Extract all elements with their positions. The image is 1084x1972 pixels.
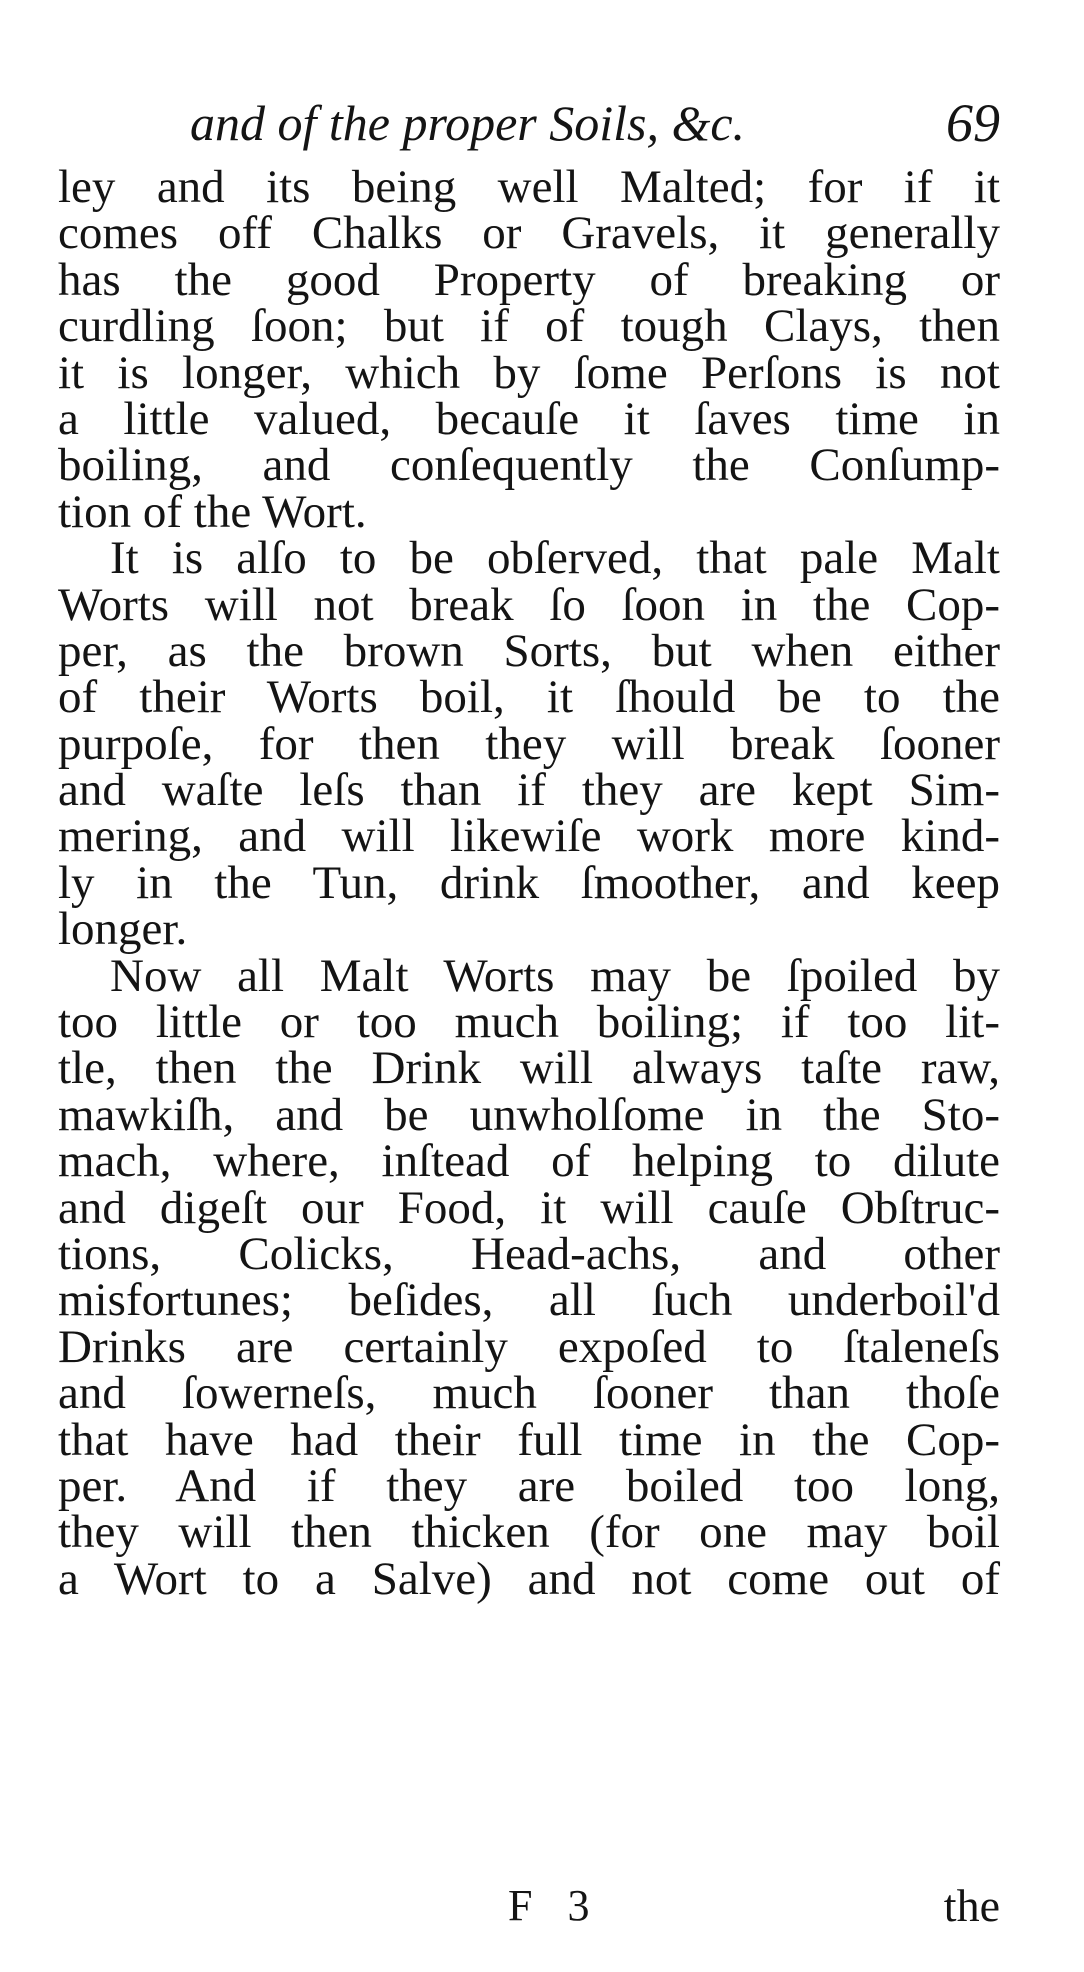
body-text (58, 161, 1000, 1605)
text-line: and ſowerneſs, much ſooner than thoſe (58, 1367, 1000, 1420)
text-line: boiling, and conſequently the Conſump- (58, 439, 1000, 492)
page-number: 69 (946, 93, 1000, 153)
page-footer (58, 1880, 1000, 1932)
running-title: and of the proper Soils, &c. (190, 95, 746, 151)
text-line: ley and its being well Malted; for if it (58, 161, 1000, 213)
paragraph-3 (58, 949, 1000, 1605)
text-line: misfortunes; beſides, all ſuch underboil'd (58, 1274, 1000, 1327)
catchword: the (943, 1880, 1000, 1931)
paragraph-1 (58, 161, 1000, 538)
page-header (190, 88, 1000, 158)
text-line: mering, and will likewiſe work more kind- (58, 810, 1000, 863)
text-line: longer. (58, 903, 188, 956)
text-line: ly in the Tun, drink ſmoother, and keep (58, 856, 1000, 909)
text-line: and digeſt our Food, it will cauſe Obſtruc- (58, 1181, 1000, 1234)
paragraph-2 (58, 532, 1000, 956)
text-line: they will then thicken (for one may boil (58, 1506, 1000, 1559)
text-line: per, as the brown Sorts, but when either (58, 624, 1000, 677)
text-line: comes off Chalks or Gravels, it generally (58, 207, 1000, 260)
text-line: purpoſe, for then they will break ſooner (58, 717, 1000, 770)
text-line: a little valued, becauſe it ſaves time in (58, 392, 1000, 445)
text-line: that have had their full time in the Cop- (58, 1413, 1000, 1466)
text-line: has the good Property of breaking or (58, 253, 1000, 306)
text-line: a Wort to a Salve) and not come out of (58, 1552, 1000, 1605)
text-line: It is alſo to be obſerved, that pale Malt (110, 532, 1000, 585)
text-line: per. And if they are boiled too long, (58, 1459, 1000, 1512)
text-line: mach, where, inſtead of helping to dilute (58, 1135, 1000, 1188)
text-line: of their Worts boil, it ſhould be to the (58, 671, 1000, 724)
text-line: and waſte leſs than if they are kept Sim- (58, 764, 1000, 817)
signature-mark: F 3 (508, 1881, 602, 1930)
text-line: tle, then the Drink will always taſte raw, (58, 1042, 1000, 1095)
text-line: Worts will not break ſo ſoon in the Cop- (58, 578, 1000, 631)
text-line: curdling ſoon; but if of tough Clays, then (58, 300, 1000, 353)
text-line: tions, Colicks, Head-achs, and other (58, 1227, 1000, 1280)
text-line: Now all Malt Worts may be ſpoiled by (110, 949, 1000, 1002)
text-line: Drinks are certainly expoſed to ſtaleneſs (58, 1320, 1000, 1373)
text-line: mawkiſh, and be unwholſome in the Sto- (58, 1088, 1000, 1141)
text-line: too little or too much boiling; if too lit- (58, 996, 1000, 1049)
text-line: it is longer, which by ſome Perſons is not (58, 346, 1000, 399)
text-line: tion of the Wort. (58, 485, 367, 538)
